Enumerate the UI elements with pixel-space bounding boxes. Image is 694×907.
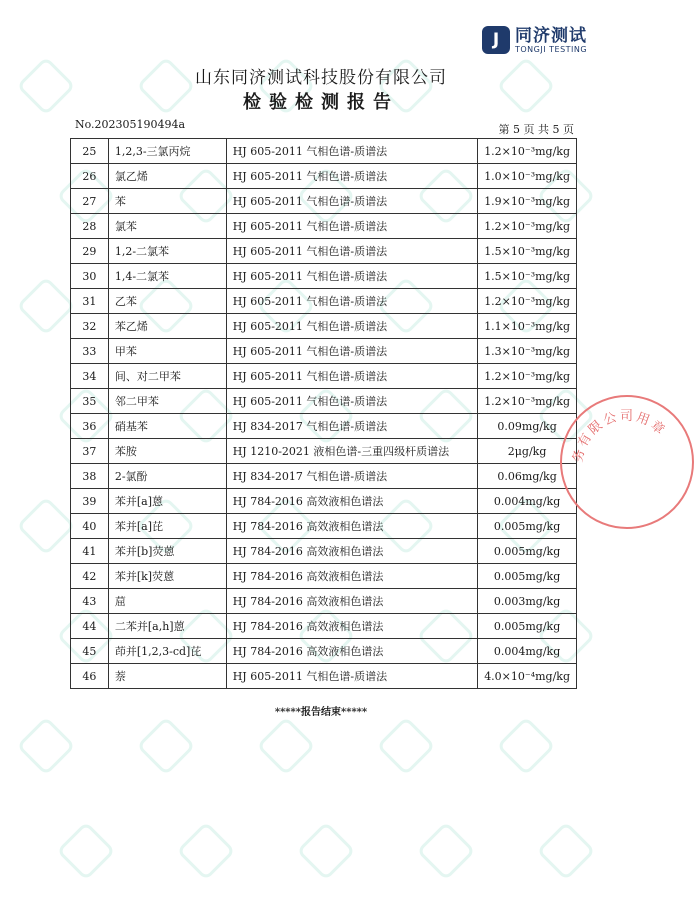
- seal-char: 务: [570, 448, 588, 464]
- test-method: HJ 1210-2021 液相色谱-三重四级杆质谱法: [226, 439, 477, 464]
- table-row: [71, 214, 577, 239]
- detection-limit: 1.0×10⁻³mg/kg: [478, 164, 577, 189]
- test-method: HJ 605-2011 气相色谱-质谱法: [226, 389, 477, 414]
- test-method: HJ 605-2011 气相色谱-质谱法: [226, 214, 477, 239]
- table-row: [71, 289, 577, 314]
- row-number: 41: [71, 539, 109, 564]
- watermark-logo-icon: [16, 496, 75, 555]
- analyte-name: 二苯并[a,h]蒽: [108, 614, 226, 639]
- analyte-name: 䓛: [108, 589, 226, 614]
- row-number: 46: [71, 664, 109, 689]
- detection-limit: 1.2×10⁻³mg/kg: [478, 214, 577, 239]
- watermark-logo-icon: [496, 716, 555, 775]
- row-number: 36: [71, 414, 109, 439]
- row-number: 37: [71, 439, 109, 464]
- row-number: 27: [71, 189, 109, 214]
- logo-name-cn: 同济测试: [515, 25, 587, 46]
- analyte-name: 间、对二甲苯: [108, 364, 226, 389]
- detection-limit: 0.005mg/kg: [478, 564, 577, 589]
- row-number: 35: [71, 389, 109, 414]
- detection-limit: 0.005mg/kg: [478, 614, 577, 639]
- table-row: [71, 414, 577, 439]
- row-number: 31: [71, 289, 109, 314]
- analyte-name: 萘: [108, 664, 226, 689]
- row-number: 33: [71, 339, 109, 364]
- detection-limit: 1.1×10⁻³mg/kg: [478, 314, 577, 339]
- logo-icon: J: [482, 26, 510, 54]
- detection-limit: 1.9×10⁻³mg/kg: [478, 189, 577, 214]
- table-row: [71, 539, 577, 564]
- row-number: 25: [71, 139, 109, 164]
- test-method: HJ 605-2011 气相色谱-质谱法: [226, 289, 477, 314]
- row-number: 38: [71, 464, 109, 489]
- table-row: [71, 664, 577, 689]
- analyte-name: 甲苯: [108, 339, 226, 364]
- row-number: 32: [71, 314, 109, 339]
- watermark-logo-icon: [376, 716, 435, 775]
- detection-limit: 0.09mg/kg: [478, 414, 577, 439]
- test-method: HJ 605-2011 气相色谱-质谱法: [226, 314, 477, 339]
- test-method: HJ 605-2011 气相色谱-质谱法: [226, 364, 477, 389]
- table-row: [71, 139, 577, 164]
- analyte-name: 苯: [108, 189, 226, 214]
- table-row: [71, 464, 577, 489]
- company-seal: [560, 395, 694, 529]
- table-row: [71, 564, 577, 589]
- seal-char: 公: [601, 410, 619, 429]
- analyte-name: 硝基苯: [108, 414, 226, 439]
- test-method: HJ 784-2016 高效液相色谱法: [226, 489, 477, 514]
- test-method: HJ 605-2011 气相色谱-质谱法: [226, 664, 477, 689]
- watermark-logo-icon: [56, 821, 115, 880]
- table-row: [71, 189, 577, 214]
- report-end-marker: *****报告结束*****: [274, 707, 368, 718]
- row-number: 30: [71, 264, 109, 289]
- table-row: [71, 364, 577, 389]
- detection-limit: 2μg/kg: [478, 439, 577, 464]
- analyte-name: 氯苯: [108, 214, 226, 239]
- table-row: [71, 239, 577, 264]
- seal-char: 章: [647, 417, 668, 438]
- detection-limit: 0.003mg/kg: [478, 589, 577, 614]
- detection-limit: 1.5×10⁻³mg/kg: [478, 264, 577, 289]
- watermark-logo-icon: [416, 821, 475, 880]
- test-method: HJ 784-2016 高效液相色谱法: [226, 514, 477, 539]
- detection-limit: 1.2×10⁻³mg/kg: [478, 289, 577, 314]
- analyte-name: 1,2-二氯苯: [108, 239, 226, 264]
- analyte-name: 1,4-二氯苯: [108, 264, 226, 289]
- watermark-logo-icon: [536, 821, 595, 880]
- watermark-logo-icon: [176, 821, 235, 880]
- detection-limit: 1.3×10⁻³mg/kg: [478, 339, 577, 364]
- report-title: 检验检测报告: [243, 92, 399, 113]
- watermark-logo-icon: [16, 276, 75, 335]
- analyte-name: 苯并[b]荧蒽: [108, 539, 226, 564]
- report-number: No.202305190494a: [75, 118, 186, 131]
- table-row: [71, 639, 577, 664]
- detection-limit: 0.004mg/kg: [478, 639, 577, 664]
- detection-limit: 1.2×10⁻³mg/kg: [478, 139, 577, 164]
- test-method: HJ 605-2011 气相色谱-质谱法: [226, 164, 477, 189]
- seal-char: 用: [634, 410, 652, 429]
- test-method: HJ 784-2016 高效液相色谱法: [226, 589, 477, 614]
- page-number: 第 5 页 共 5 页: [498, 123, 574, 136]
- table-row: [71, 614, 577, 639]
- row-number: 45: [71, 639, 109, 664]
- analyte-name: 乙苯: [108, 289, 226, 314]
- row-number: 26: [71, 164, 109, 189]
- row-number: 40: [71, 514, 109, 539]
- table-row: [71, 389, 577, 414]
- table-row: [71, 489, 577, 514]
- analyte-name: 茚并[1,2,3-cd]芘: [108, 639, 226, 664]
- row-number: 43: [71, 589, 109, 614]
- table-row: [71, 264, 577, 289]
- row-number: 39: [71, 489, 109, 514]
- test-method: HJ 784-2016 高效液相色谱法: [226, 639, 477, 664]
- results-table: [70, 138, 577, 689]
- test-method: HJ 605-2011 气相色谱-质谱法: [226, 139, 477, 164]
- detection-limit: 1.5×10⁻³mg/kg: [478, 239, 577, 264]
- company-logo: [482, 26, 587, 54]
- test-method: HJ 605-2011 气相色谱-质谱法: [226, 264, 477, 289]
- test-method: HJ 605-2011 气相色谱-质谱法: [226, 339, 477, 364]
- analyte-name: 苯并[k]荧蒽: [108, 564, 226, 589]
- seal-char: 司: [620, 409, 634, 424]
- detection-limit: 0.005mg/kg: [478, 539, 577, 564]
- analyte-name: 苯胺: [108, 439, 226, 464]
- row-number: 29: [71, 239, 109, 264]
- analyte-name: 苯并[a]蒽: [108, 489, 226, 514]
- detection-limit: 4.0×10⁻⁴mg/kg: [478, 664, 577, 689]
- analyte-name: 1,2,3-三氯丙烷: [108, 139, 226, 164]
- analyte-name: 氯乙烯: [108, 164, 226, 189]
- detection-limit: 1.2×10⁻³mg/kg: [478, 364, 577, 389]
- seal-char: 有: [575, 431, 595, 450]
- row-number: 42: [71, 564, 109, 589]
- analyte-name: 苯并[a]芘: [108, 514, 226, 539]
- detection-limit: 0.005mg/kg: [478, 514, 577, 539]
- detection-limit: 0.004mg/kg: [478, 489, 577, 514]
- watermark-logo-icon: [256, 716, 315, 775]
- test-method: HJ 605-2011 气相色谱-质谱法: [226, 189, 477, 214]
- test-method: HJ 834-2017 气相色谱-质谱法: [226, 414, 477, 439]
- analyte-name: 邻二甲苯: [108, 389, 226, 414]
- test-method: HJ 784-2016 高效液相色谱法: [226, 614, 477, 639]
- test-method: HJ 784-2016 高效液相色谱法: [226, 564, 477, 589]
- watermark-logo-icon: [136, 716, 195, 775]
- table-row: [71, 314, 577, 339]
- test-method: HJ 784-2016 高效液相色谱法: [226, 539, 477, 564]
- test-method: HJ 605-2011 气相色谱-质谱法: [226, 239, 477, 264]
- table-row: [71, 339, 577, 364]
- row-number: 28: [71, 214, 109, 239]
- detection-limit: 0.06mg/kg: [478, 464, 577, 489]
- logo-name-en: TONGJI TESTING: [515, 44, 588, 54]
- row-number: 44: [71, 614, 109, 639]
- detection-limit: 1.2×10⁻³mg/kg: [478, 389, 577, 414]
- analyte-name: 苯乙烯: [108, 314, 226, 339]
- analyte-name: 2-氯酚: [108, 464, 226, 489]
- test-method: HJ 834-2017 气相色谱-质谱法: [226, 464, 477, 489]
- company-name: 山东同济测试科技股份有限公司: [195, 68, 447, 88]
- row-number: 34: [71, 364, 109, 389]
- watermark-logo-icon: [296, 821, 355, 880]
- table-row: [71, 164, 577, 189]
- table-row: [71, 439, 577, 464]
- seal-char: 限: [585, 417, 606, 438]
- watermark-logo-icon: [16, 716, 75, 775]
- table-row: [71, 514, 577, 539]
- table-row: [71, 589, 577, 614]
